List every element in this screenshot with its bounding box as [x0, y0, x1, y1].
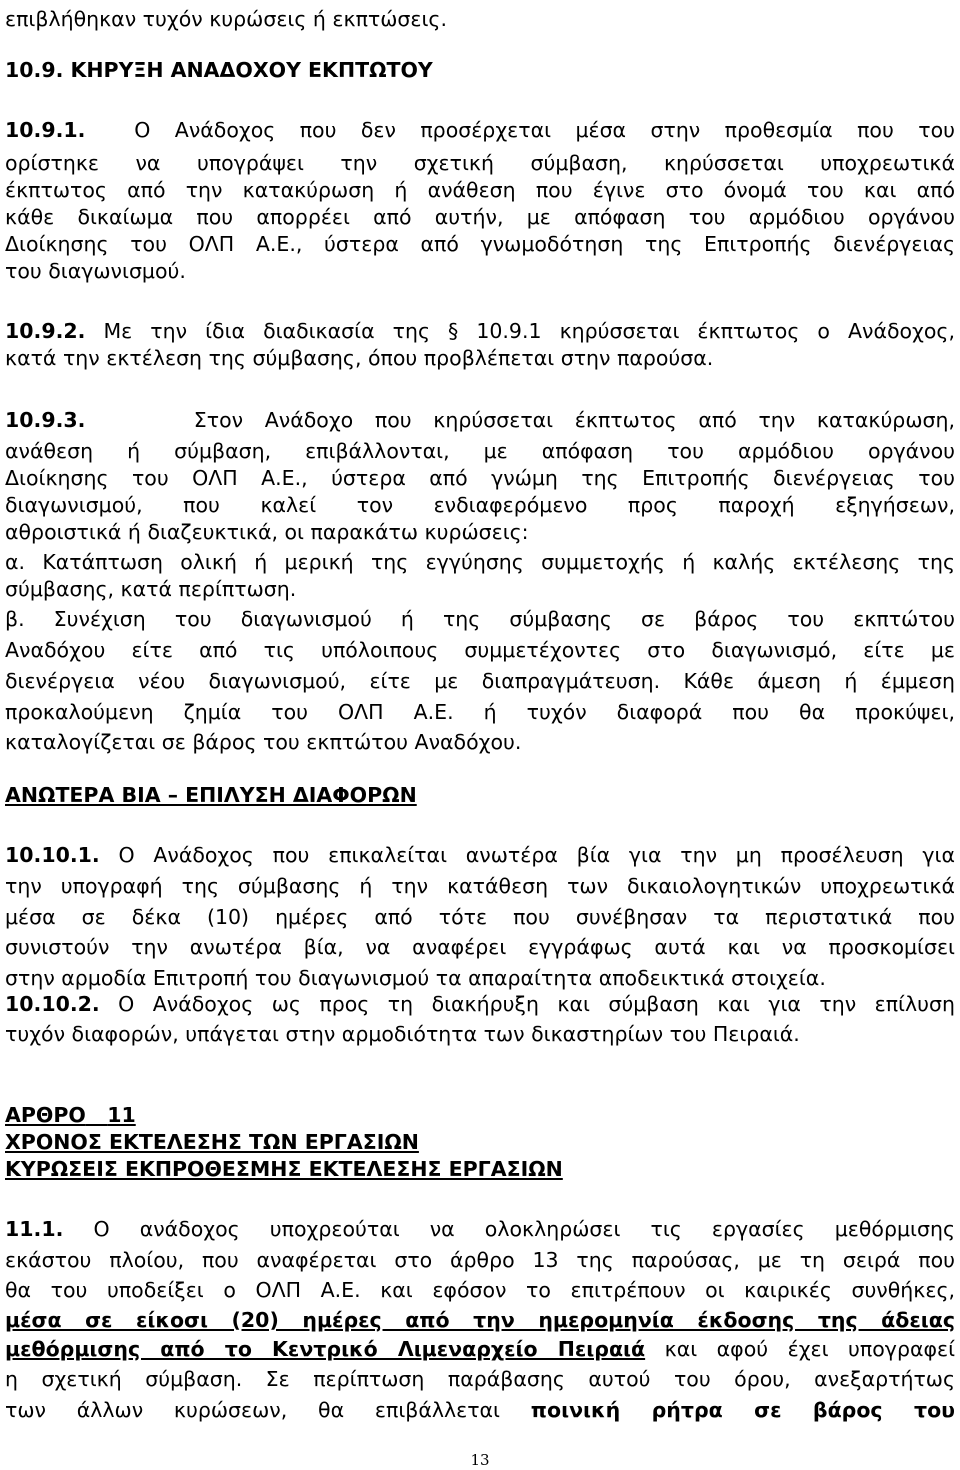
paragraph-line: συνιστούν την ανωτέρα βία, να αναφέρει εγγράφως αυτά και να προσκομίσει	[5, 935, 955, 959]
clause-number: 10.9.3.	[5, 408, 86, 432]
clause-number: 10.9.2.	[5, 319, 86, 343]
paragraph-line: θα του υποδείξει ο ΟΛΠ Α.Ε. και εφόσον το επιτρέπουν οι καιρικές συνθήκες,	[5, 1278, 955, 1302]
paragraph-line: προκαλούμενη ζημία του ΟΛΠ Α.Ε. ή τυχόν διαφορά που θα προκύψει,	[5, 700, 955, 724]
paragraph-line: η σχετική σύμβαση. Σε περίπτωση παράβασης αυτού του όρου, ανεξαρτήτως	[5, 1367, 955, 1391]
paragraph-line: ορίστηκε να υπογράψει την σχετική σύμβαση, κηρύσσεται υποχρεωτικά	[5, 151, 955, 175]
paragraph-line: 10.9.3. Στον Ανάδοχο που κηρύσσεται έκπτωτος από την κατακύρωση,	[5, 408, 955, 432]
paragraph-line: α. Κατάπτωση ολική ή μερική της εγγύησης συμμετοχής ή καλής εκτέλεσης της	[5, 550, 955, 574]
paragraph-line: β. Συνέχιση του διαγωνισμού ή της σύμβασης σε βάρος του εκπτώτου	[5, 607, 955, 631]
paragraph-line: των άλλων κυρώσεων, θα επιβάλλεται ποινική ρήτρα σε βάρος του	[5, 1398, 956, 1422]
emphasis-text: μεθόρμισης από το Κεντρικό Λιμεναρχείο Πειραιά	[5, 1337, 646, 1361]
paragraph-line: στην αρμοδία Επιτροπή του διαγωνισμού τα απαραίτητα αποδεικτικά στοιχεία.	[5, 966, 826, 990]
clause-number: 11.1.	[5, 1217, 64, 1241]
page-number: 13	[470, 1451, 490, 1469]
paragraph-line: του διαγωνισμού.	[5, 259, 186, 283]
paragraph-line: Διοίκησης του ΟΛΠ Α.Ε., ύστερα από γνωμοδότηση της Επιτροπής διενέργειας	[5, 232, 955, 256]
paragraph-line: έκπτωτος από την κατακύρωση ή ανάθεση που έγινε στο όνομά του και από	[5, 178, 955, 202]
paragraph-line: διαγωνισμού, που καλεί τον ενδιαφερόμενο προς παροχή εξηγήσεων,	[5, 493, 955, 517]
paragraph-line: τυχόν διαφορών, υπάγεται στην αρμοδιότητα των δικαστηρίων του Πειραιά.	[5, 1022, 800, 1046]
paragraph-line: 10.9.1. Ο Ανάδοχος που δεν προσέρχεται μέσα στην προθεσμία που του	[5, 118, 955, 142]
paragraph-line: την υπογραφή της σύμβασης ή την κατάθεση των δικαιολογητικών υποχρεωτικά	[5, 874, 955, 898]
paragraph-line: μέσα σε δέκα (10) ημέρες από τότε που συνέβησαν τα περιστατικά που	[5, 905, 955, 929]
paragraph-line: κατά την εκτέλεση της σύμβασης, όπου προβλέπεται στην παρούσα.	[5, 346, 714, 370]
paragraph-line: διενέργεια νέου διαγωνισμού, είτε με διαπραγμάτευση. Κάθε άμεση ή έμμεση	[5, 669, 955, 693]
section-heading-force-majeure: ΑΝΩΤΕΡΑ ΒΙΑ – ΕΠΙΛΥΣΗ ΔΙΑΦΟΡΩΝ	[5, 783, 417, 807]
paragraph-line-emphasis: μέσα σε είκοσι (20) ημέρες από την ημερομηνία έκδοσης της άδειας	[5, 1308, 955, 1332]
emphasis-text: ποινική ρήτρα σε βάρος του	[530, 1398, 956, 1422]
paragraph-line: επιβλήθηκαν τυχόν κυρώσεις ή εκπτώσεις.	[5, 7, 447, 31]
paragraph-line: 10.10.1. Ο Ανάδοχος που επικαλείται ανωτέρα βία για την μη προσέλευση για	[5, 843, 955, 867]
paragraph-line: Αναδόχου είτε από τις υπόλοιπους συμμετέχοντες στο διαγωνισμό, είτε με	[5, 638, 955, 662]
paragraph-line: 10.9.2. Με την ίδια διαδικασία της § 10.9.1 κηρύσσεται έκπτωτος ο Ανάδοχος,	[5, 319, 955, 343]
clause-number: 10.10.2.	[5, 992, 100, 1016]
paragraph-line: εκάστου πλοίου, που αναφέρεται στο άρθρο 13 της παρούσας, με τη σειρά που	[5, 1248, 955, 1272]
article-title: ΧΡΟΝΟΣ ΕΚΤΕΛΕΣΗΣ ΤΩΝ ΕΡΓΑΣΙΩΝ	[5, 1130, 419, 1154]
section-heading-10-9: 10.9. ΚΗΡΥΞΗ ΑΝΑΔΟΧΟΥ ΕΚΠΤΩΤΟΥ	[5, 58, 433, 82]
paragraph-line: 10.10.2. Ο Ανάδοχος ως προς τη διακήρυξη και σύμβαση και για την επίλυση	[5, 992, 955, 1016]
paragraph-line: Διοίκησης του ΟΛΠ Α.Ε., ύστερα από γνώμη της Επιτροπής διενέργειας του	[5, 466, 955, 490]
paragraph-line: σύμβασης, κατά περίπτωση.	[5, 577, 297, 601]
paragraph-line: ανάθεση ή σύμβαση, επιβάλλονται, με απόφαση του αρμόδιου οργάνου	[5, 439, 955, 463]
paragraph-line: αθροιστικά ή διαζευκτικά, οι παρακάτω κυρώσεις:	[5, 520, 529, 544]
paragraph-line: καταλογίζεται σε βάρος του εκπτώτου Αναδόχου.	[5, 730, 522, 754]
article-heading: ΑΡΘΡΟ 11	[5, 1103, 136, 1127]
clause-number: 10.10.1.	[5, 843, 100, 867]
paragraph-line: 11.1. Ο ανάδοχος υποχρεούται να ολοκληρώσει τις εργασίες μεθόρμισης	[5, 1217, 955, 1241]
paragraph-line: κάθε δικαίωμα που απορρέει από αυτήν, με απόφαση του αρμόδιου οργάνου	[5, 205, 955, 229]
clause-number: 10.9.1.	[5, 118, 86, 142]
article-subtitle: ΚΥΡΩΣΕΙΣ ΕΚΠΡΟΘΕΣΜΗΣ ΕΚΤΕΛΕΣΗΣ ΕΡΓΑΣΙΩΝ	[5, 1157, 563, 1181]
paragraph-line: μεθόρμισης από το Κεντρικό Λιμεναρχείο Πειραιά και αφού έχει υπογραφεί	[5, 1337, 956, 1361]
